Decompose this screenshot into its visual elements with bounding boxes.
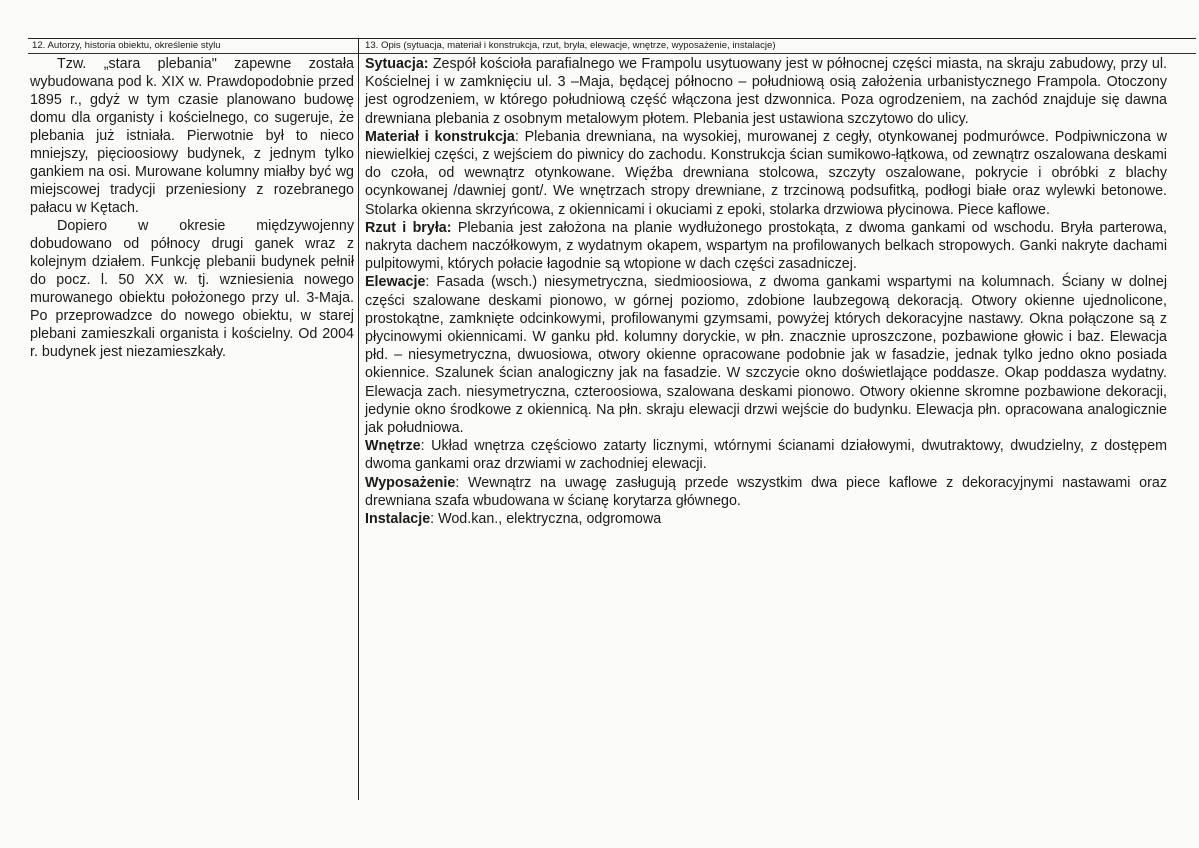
section-label: Wnętrze	[365, 438, 421, 455]
section-text: : Wewnątrz na uwagę zasługują przede wszystkim dwa piece kaflowe z dekoracyjnymi nastawami oraz drewniana szafa wbudowana w ścianę korytarza głównego.	[365, 474, 1167, 509]
left-column-body	[30, 55, 354, 361]
section-label: Wyposażenie	[365, 474, 456, 491]
section-label: Elewacje	[365, 274, 426, 291]
left-column-header: 12. Autorzy, historia obiektu, określenie stylu	[32, 40, 221, 51]
section-label: Rzut i bryła:	[365, 219, 452, 236]
history-paragraph-2: Dopiero w okresie międzywojenny dobudowano od północy drugi ganek wraz z kolejnym działem. Funkcję plebanii budynek pełnił do pocz. l. 50 XX w. tj. wzniesienia nowego murowanego obiektu położonego przy ul. 3-Maja. Po przeprowadzce do nowego obiektu, w starej plebani zamieszkali organista i kościelny. Od 2004 r. budynek jest niezamieszkały.	[30, 218, 354, 360]
section-sytuacja	[365, 55, 1167, 128]
top-rule	[28, 38, 1196, 39]
section-text: : Plebania drewniana, na wysokiej, murowanej z cegły, otynkowanej podmurówce. Podpiwniczona w niewielkiej części, z wejściem do piwnicy do zachodu. Konstrukcja ścian sumikowo-łątkowa, od zewnątrz oszalowana deskami do czoła, od wewnątrz otynkowane. Więźba drewniana stolcowa, szczyty oszalowane, pokrycie i obróbki z blachy ocynkowanej /dawniej gont/. We wnętrzach stropy drewniane, z trzcinową podsufitką, podłogi białe oraz wylewki betonowe. Stolarka okienna skrzyńcowa, z okiennicami i okuciami z epoki, stolarka drzwiowa płycinowa. Piece kaflowe.	[365, 128, 1168, 218]
section-text: Plebania jest założona na planie wydłużonego prostokąta, z dwoma gankami od wschodu. Bryła parterowa, nakryta dachem naczółkowym, z wydatnym okapem, wspartym na profilowanych belkach stropowych. Ganki nakryte dachami pulpitowymi, których połacie łagodnie są wtopione w dach części zasadniczej.	[365, 219, 1167, 273]
history-paragraph-1: Tzw. „stara plebania" zapewne została wybudowana pod k. XIX w. Prawdopodobnie przed 1895 r., gdyż w tym czasie planowano budowę domu dla organisty i kościelnego, co sugeruje, że plebania już istniała. Pierwotnie był to nieco mniejszy, pięcioosiowy budynek, z jednym tylko gankiem na osi. Murowane kolumny miałby być wg miejscowej tradycji przeniesiony z rozebranego pałacu w Kętach.	[30, 56, 354, 216]
section-elewacje	[365, 273, 1167, 437]
section-label: Instalacje	[365, 511, 431, 528]
section-wyposazenie	[365, 474, 1167, 510]
header-rule	[28, 53, 1196, 54]
section-rzut	[365, 219, 1167, 274]
section-label: Materiał i konstrukcja	[365, 128, 515, 145]
section-text: : Wod.kan., elektryczna, odgromowa	[430, 511, 662, 528]
section-wnetrze	[365, 437, 1167, 473]
right-column-body	[365, 55, 1167, 528]
section-instalacje	[365, 510, 1167, 528]
section-label: Sytuacja:	[365, 56, 429, 72]
right-column-header: 13. Opis (sytuacja, materiał i konstrukcja, rzut, bryła, elewacje, wnętrze, wyposażenie, instalacje)	[365, 40, 776, 51]
column-divider	[358, 38, 359, 800]
section-text: : Fasada (wsch.) niesymetryczna, siedmioosiowa, z dwoma gankami wspartymi na kolumnach. Ściany w dolnej części szalowane deskami pionowo, w górnej poziomo, zdobione laubzegową dekoracją. Otwory okienne ujednolicone, prostokątne, zamknięte odcinkowymi, profilowanymi gzymsami, powyżej których dekoracyjne nastawy. Okna połączone są z płycinowymi okiennicami. W ganku płd. kolumny doryckie, w płn. znacznie uproszczone, pozbawione głowic i baz. Elewacja płd. – niesymetryczna, dwuosiowa, otwory okienne opracowane podobnie jak w fasadzie, jednak tylko jedno okno posiada okiennice. Szalunek ścian analogiczny jak na fasadzie. W szczycie okno doświetlające poddasze. Okap poddasza wydatny. Elewacja zach. niesymetryczna, czteroosiowa, szalowana deskami pionowo. Otwory okienne skromne pozbawione dekoracji, jedynie okno środkowe z okiennicą. Na płn. skraju elewacji drzwi wejście do budynku. Elewacja płn. opracowana analogicznie jak południowa.	[365, 274, 1167, 437]
section-material	[365, 128, 1167, 219]
section-text: Zespół kościoła parafialnego we Frampolu usytuowany jest w północnej części miasta, na skraju zabudowy, przy ul. Kościelnej i w zamknięciu ul. 3 –Maja, będącej północno – południową osią założenia urbanistycznego Frampola. Otoczony jest ogrodzeniem, w którego południową część włączona jest dzwonnica. Poza ogrodzeniem, na zachód znajduje się dawna drewniana plebania z osobnym metalowym płotem. Plebania jest ustawiona szczytowo do ulicy.	[365, 56, 1167, 127]
document-frame	[28, 38, 1196, 800]
section-text: : Układ wnętrza częściowo zatarty licznymi, wtórnymi ścianami działowymi, dwutraktowy, dwudzielny, z dostępem dwoma gankami oraz drzwiami w zachodniej elewacji.	[365, 438, 1167, 473]
